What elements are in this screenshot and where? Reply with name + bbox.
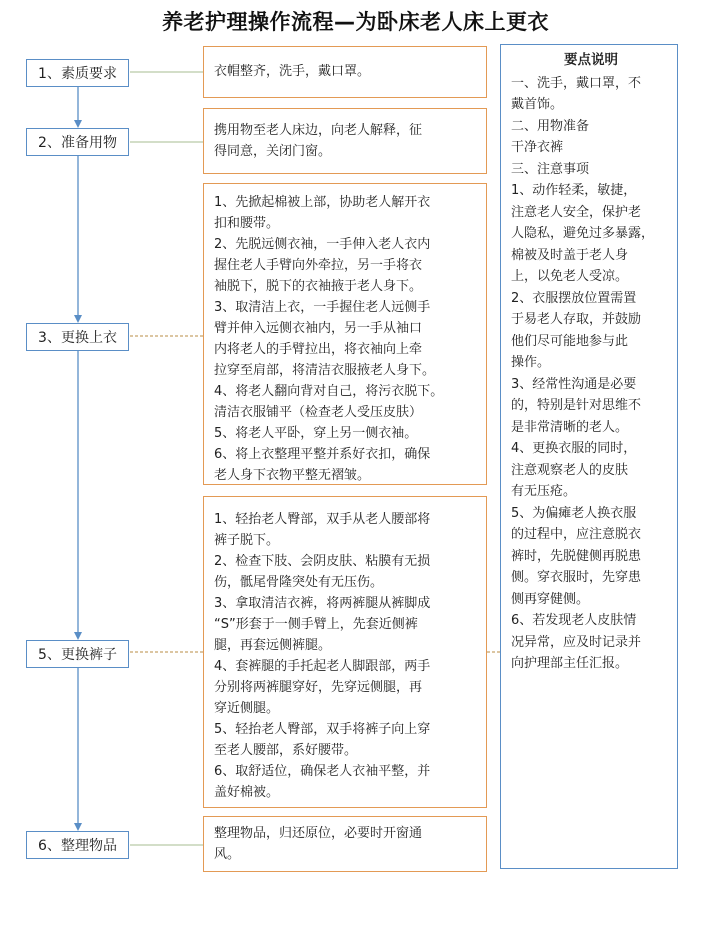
- step-5-node: 5、更换裤子: [26, 640, 129, 668]
- note-line: 况异常，应及时记录并: [511, 634, 642, 650]
- note-line: 的过程中，应注意脱衣: [511, 527, 642, 542]
- note-line: 1、动作轻柔，敏捷，: [511, 183, 637, 198]
- page-title: 养老护理操作流程—为卧床老人床上更衣: [162, 10, 549, 34]
- note-line: 侧再穿健侧。: [511, 591, 590, 607]
- note-line: 3、经常性沟通是必要: [511, 376, 637, 392]
- detail-line: 4、将老人翻向背对自己，将污衣脱下。: [214, 384, 444, 399]
- key-points-title: 要点说明: [564, 52, 618, 68]
- detail-line: 5、将老人平卧，穿上另一侧衣袖。: [214, 426, 418, 441]
- detail-line: 扣和腰带。: [214, 216, 280, 231]
- detail-line: 至老人腰部，系好腰带。: [214, 743, 358, 758]
- detail-line: 风。: [214, 847, 241, 862]
- note-line: 人隐私，避免过多暴露，: [511, 226, 655, 241]
- detail-line: 2、先脱远侧衣袖，一手伸入老人衣内: [214, 237, 431, 252]
- detail-line: 4、套裤腿的手托起老人脚跟部，两手: [214, 659, 431, 674]
- detail-line: 6、将上衣整理平整并系好衣扣，确保: [214, 447, 431, 462]
- step-1-node: 1、素质要求: [26, 59, 129, 87]
- detail-line: 袖脱下，脱下的衣袖掖于老人身下。: [214, 279, 423, 294]
- detail-line: “S”形套于一侧手臂上，先套近侧裤: [214, 617, 418, 632]
- note-line: 棉被及时盖于老人身: [511, 247, 629, 263]
- note-line: 三、注意事项: [511, 161, 590, 177]
- step-6-detail: [203, 816, 487, 872]
- note-line: 侧。穿衣服时，先穿患: [511, 570, 642, 585]
- note-line: 5、为偏瘫老人换衣服: [511, 505, 637, 521]
- detail-line: 得同意，关闭门窗。: [214, 144, 332, 159]
- detail-line: 携用物至老人床边，向老人解释，征: [214, 123, 423, 138]
- step-3-node: 3、更换上衣: [26, 323, 129, 351]
- note-line: 上，以免老人受凉。: [511, 269, 629, 284]
- note-line: 干净衣裤: [511, 140, 564, 155]
- note-line: 的，特别是针对思维不: [511, 398, 642, 413]
- detail-line: 5、轻抬老人臀部，双手将裤子向上穿: [214, 722, 431, 737]
- note-line: 注意老人安全，保护老: [511, 204, 642, 220]
- detail-line: 腿，再套远侧裤腿。: [214, 638, 332, 653]
- step-2-node: 2、准备用物: [26, 128, 129, 156]
- detail-line: 清洁衣服铺平（检查老人受压皮肤）: [214, 405, 423, 420]
- detail-line: 整理物品，归还原位，必要时开窗通: [214, 826, 423, 841]
- note-line: 2、衣服摆放位置需置: [511, 290, 637, 306]
- detail-line: 3、拿取清洁衣裤，将两裤腿从裤脚成: [214, 596, 431, 611]
- detail-line: 分别将两裤腿穿好，先穿远侧腿，再: [214, 680, 423, 695]
- note-line: 戴首饰。: [511, 97, 564, 112]
- step-6-node: 6、整理物品: [26, 831, 129, 859]
- note-line: 有无压疮。: [511, 484, 577, 499]
- key-points-panel: [500, 44, 678, 869]
- detail-line: 衣帽整齐，洗手，戴口罩。: [214, 64, 371, 79]
- detail-line: 盖好棉被。: [214, 785, 280, 800]
- detail-line: 3、取清洁上衣，一手握住老人远侧手: [214, 300, 431, 315]
- note-line: 于易老人存取，并鼓励: [511, 312, 642, 327]
- detail-line: 握住老人手臂向外牵拉，另一手将衣: [214, 258, 423, 273]
- detail-line: 臂并伸入远侧衣袖内，另一手从袖口: [214, 321, 423, 336]
- note-line: 是非常清晰的老人。: [511, 419, 629, 435]
- detail-line: 伤，骶尾骨隆突处有无压伤。: [214, 575, 384, 590]
- step-3-detail: [203, 183, 487, 485]
- detail-line: 穿近侧腿。: [214, 701, 280, 716]
- note-line: 4、更换衣服的同时，: [511, 441, 637, 456]
- detail-line: 1、轻抬老人臀部，双手从老人腰部将: [214, 512, 431, 527]
- step-1-detail: [203, 46, 487, 98]
- detail-line: 老人身下衣物平整无褶皱。: [214, 468, 371, 483]
- note-line: 操作。: [511, 355, 551, 370]
- detail-line: 2、检查下肢、会阴皮肤、粘膜有无损: [214, 554, 431, 569]
- note-line: 裤时，先脱健侧再脱患: [511, 548, 642, 564]
- note-line: 向护理部主任汇报。: [511, 656, 629, 671]
- step-2-detail: [203, 108, 487, 174]
- note-line: 一、洗手，戴口罩，不: [511, 75, 642, 91]
- step-5-detail: [203, 496, 487, 808]
- note-line: 二、用物准备: [511, 118, 590, 134]
- detail-line: 6、取舒适位，确保老人衣袖平整，并: [214, 764, 431, 779]
- detail-line: 裤子脱下。: [214, 533, 280, 548]
- detail-line: 内将老人的手臂拉出，将衣袖向上牵: [214, 342, 423, 357]
- note-line: 6、若发现老人皮肤情: [511, 613, 637, 628]
- detail-line: 1、先掀起棉被上部，协助老人解开衣: [214, 195, 431, 210]
- note-line: 他们尽可能地参与此: [511, 333, 629, 349]
- note-line: 注意观察老人的皮肤: [511, 462, 629, 478]
- detail-line: 拉穿至肩部，将清洁衣服掖老人身下。: [214, 363, 436, 378]
